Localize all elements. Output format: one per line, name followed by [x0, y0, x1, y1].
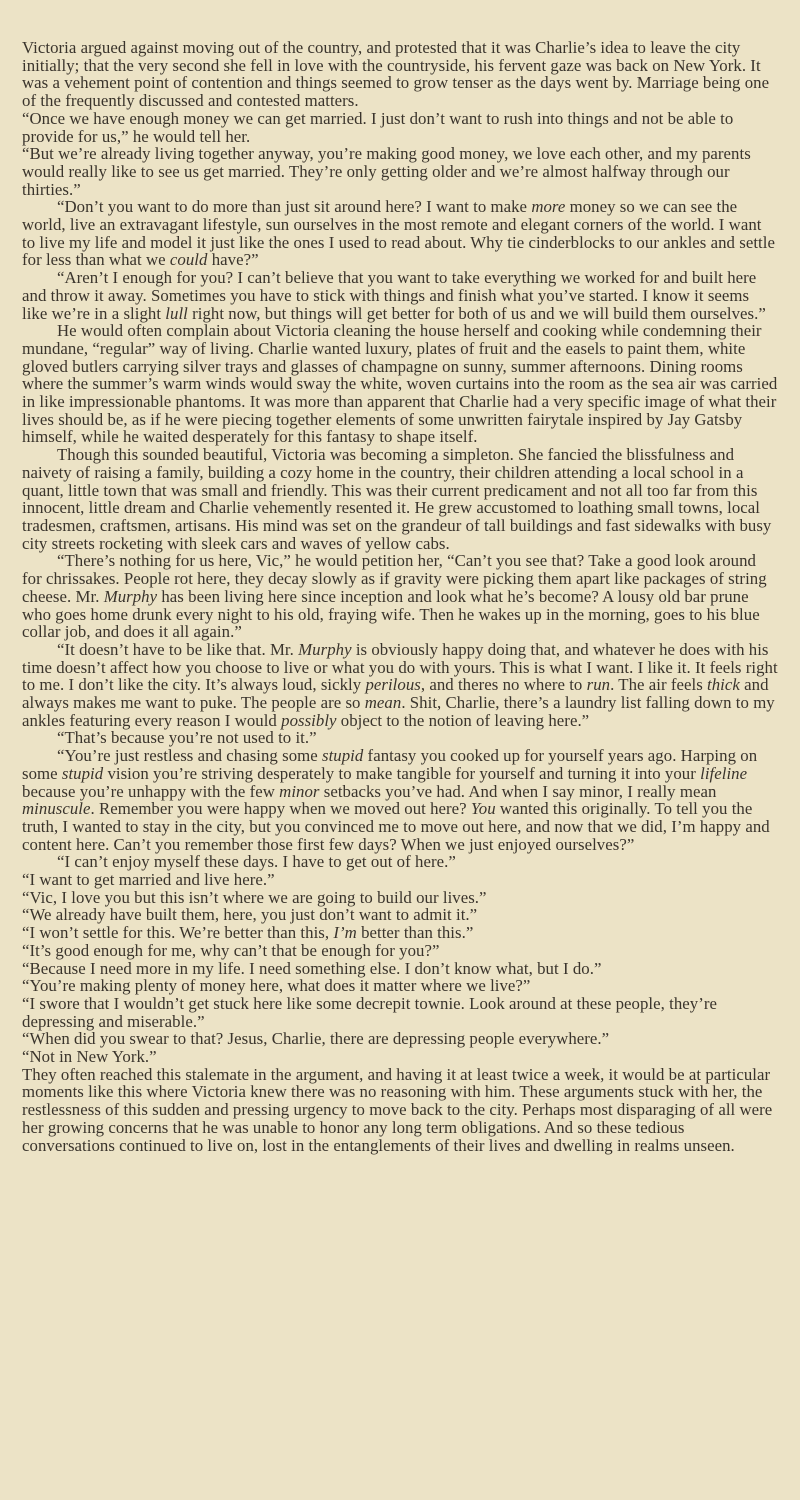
- paragraph-text: “Aren’t I enough for you? I can’t believe that you want to take everything we worked for and built here and throw it away. Sometimes you have to stick with things and finish what you’ve started. I know it seems like we’re in a slight: [22, 268, 757, 323]
- emphasized-text: thick: [707, 675, 740, 695]
- story-paragraph: [22, 871, 778, 889]
- paragraph-text: wanted this originally. To tell you the truth, I wanted to stay in the city, but you convinced me to move out here, and now that we did, I’m happy and content here. Can’t you remember those first few days? When we just enjoyed ourselves?”: [22, 799, 770, 854]
- paragraph-text: is obviously happy doing that, and whatever he does with his time doesn’t affect how you choose to live or what you do with yours. This is what I want. I like it. It feels right to me. I don’t like the city. It’s always loud, sickly: [22, 639, 778, 695]
- paragraph-text: “Not in New York.”: [22, 1047, 157, 1067]
- story-paragraph: [22, 924, 778, 942]
- story-paragraph: [22, 960, 778, 978]
- emphasized-text: possibly: [281, 710, 337, 730]
- paragraph-text: He would often complain about Victoria cleaning the house herself and cooking while condemning their mundane, “regular” way of living. Charlie wanted luxury, plates of fruit and the easels to paint them, white gloved butlers carrying silver trays and glasses of champagne on sunny, summer afternoons. Dining rooms where the summer’s warm winds would sway the white, woven curtains into the room as the sea air was carried in like impressionable phantoms. It was more than apparent that Charlie had a very specific image of what their lives should be, as if he were piecing together elements of some unwritten fairytale inspired by Jay Gatsby himself, while he waited desperately for this fantasy to shape itself.: [22, 321, 778, 447]
- story-paragraph: [22, 942, 778, 960]
- story-paragraph: [22, 747, 778, 853]
- story-paragraph: [22, 322, 778, 446]
- paragraph-text: fantasy you cooked up for yourself years ago. Harping on some: [22, 746, 758, 783]
- emphasized-text: stupid: [61, 763, 104, 783]
- story-paragraph: [22, 39, 778, 110]
- paragraph-text: They often reached this stalemate in the argument, and having it at least twice a week, it would be at particular moments like this where Victoria knew there was no reasoning with him. These arguments stuck with her, the restlessness of this sudden and pressing urgency to move back to the city. Perhaps most disparaging of all were her growing concerns that he was unable to honor any long term obligations. And so these tedious conversations continued to live on, lost in the entanglements of their lives and dwelling in realms unseen.: [22, 1064, 773, 1155]
- emphasized-text: could: [169, 250, 208, 270]
- story-paragraph: [22, 995, 778, 1030]
- paragraph-text: “When did you swear to that? Jesus, Charlie, there are depressing people everywhere.”: [22, 1029, 610, 1049]
- story-paragraph: [22, 853, 778, 871]
- paragraph-text: “Vic, I love you but this isn’t where we are going to build our lives.”: [22, 887, 487, 907]
- paragraph-text: “I swore that I wouldn’t get stuck here like some decrepit townie. Look around at these people, they’re depressing and miserable.”: [22, 993, 717, 1031]
- paragraph-text: , and theres no where to: [420, 675, 587, 695]
- paragraph-text: “It doesn’t have to be like that. Mr.: [57, 639, 299, 659]
- story-paragraph: [22, 729, 778, 747]
- story-paragraph: [22, 1048, 778, 1066]
- emphasized-text: lull: [165, 303, 188, 323]
- paragraph-text: “You’re just restless and chasing some: [57, 746, 322, 766]
- paragraph-text: object to the notion of leaving here.”: [336, 710, 590, 730]
- paragraph-text: Though this sounded beautiful, Victoria was becoming a simpleton. She fancied the blissfulness and naivety of raising a family, building a cozy home in the country, their children attending a local school in a quant, little town that was small and friendly. This was their current predicament and not all too far from this innocent, little dream and Charlie vehemently resented it. He grew accustomed to loathing small towns, local tradesmen, craftsmen, artisans. His mind was set on the grandeur of tall buildings and fast sidewalks with busy city streets rocketing with sleek cars and waves of yellow cabs.: [22, 445, 772, 553]
- story-paragraph: [22, 269, 778, 322]
- paragraph-text: money so we can see the world, live an extravagant lifestyle, sun ourselves in the most remote and elegant corners of the world. I want to live my life and model it just like the ones I used to read about. Why tie cinderblocks to our ankles and settle for less than what we: [22, 197, 775, 270]
- paragraph-text: “Because I need more in my life. I need something else. I don’t know what, but I do.”: [22, 958, 602, 978]
- paragraph-text: . Remember you were happy when we moved out here?: [90, 799, 471, 819]
- paragraph-text: “That’s because you’re not used to it.”: [57, 728, 317, 748]
- paragraph-text: Victoria argued against moving out of the country, and protested that it was Charlie’s idea to leave the city initially; that the very second she fell in love with the countryside, his fervent gaze was back on New York. It was a vehement point of contention and things seemed to grow tenser as the days went by. Marriage being one of the frequently discussed and contested matters.: [22, 38, 770, 111]
- paragraph-text: “I can’t enjoy myself these days. I have to get out of here.”: [57, 852, 456, 872]
- paragraph-text: . The air feels: [610, 675, 708, 695]
- paragraph-text: has been living here since inception and look what he’s become? A lousy old bar prune who goes home drunk every night to his old, fraying wife. Then he wakes up in the morning, goes to his blue collar job, and does it all again.”: [22, 586, 760, 642]
- paragraph-text: “But we’re already living together anyway, you’re making good money, we love each other, and my parents would really like to see us get married. They’re only getting older and we’re almost halfway through our thirties.”: [22, 144, 751, 199]
- emphasized-text: mean: [364, 693, 402, 713]
- paragraph-text: right now, but things will get better for both of us and we will build them ourselves.”: [187, 303, 766, 323]
- emphasized-text: lifeline: [700, 763, 748, 783]
- emphasized-text: minor: [279, 781, 320, 801]
- emphasized-text: You: [470, 799, 496, 819]
- emphasized-text: more: [531, 197, 566, 217]
- story-paragraph: [22, 1030, 778, 1048]
- story-paragraph: [22, 110, 778, 145]
- paragraph-text: because you’re unhappy with the few: [22, 781, 280, 801]
- paragraph-text: . Shit, Charlie, there’s a laundry list falling down to my ankles featuring every reason I would: [22, 693, 775, 730]
- emphasized-text: stupid: [321, 746, 364, 766]
- paragraph-text: setbacks you’ve had. And when I say minor, I really mean: [319, 781, 717, 801]
- paragraph-text: “We already have built them, here, you just don’t want to admit it.”: [22, 905, 478, 925]
- emphasized-text: run: [586, 675, 611, 695]
- paragraph-text: “I won’t settle for this. We’re better than this,: [22, 923, 334, 943]
- emphasized-text: Murphy: [298, 639, 352, 659]
- story-paragraph: [22, 1066, 778, 1155]
- paragraph-text: “I want to get married and live here.”: [22, 870, 275, 890]
- emphasized-text: perilous: [365, 675, 421, 695]
- story-paragraph: [22, 977, 778, 995]
- paragraph-text: “You’re making plenty of money here, what does it matter where we live?”: [22, 976, 531, 996]
- story-paragraph: [22, 641, 778, 730]
- emphasized-text: I’m: [333, 923, 357, 943]
- paragraph-text: vision you’re striving desperately to make tangible for yourself and turning it into your: [103, 763, 701, 783]
- paragraph-text: “Once we have enough money we can get married. I just don’t want to rush into things and not be able to provide for us,” he would tell her.: [22, 108, 734, 146]
- emphasized-text: minuscule: [22, 799, 91, 819]
- paragraph-text: “There’s nothing for us here, Vic,” he would petition her, “Can’t you see that? Take a good look around for chrissakes. People rot here, they decay slowly as if gravity were picking them apart like packages of string cheese. Mr.: [22, 551, 767, 606]
- story-paragraph: [22, 145, 778, 198]
- emphasized-text: Murphy: [103, 586, 158, 606]
- story-paragraph: [22, 552, 778, 641]
- paragraph-text: “Don’t you want to do more than just sit around here? I want to make: [57, 197, 532, 217]
- story-paragraph: [22, 446, 778, 552]
- story-paragraph: [22, 889, 778, 907]
- story-paragraph: [22, 198, 778, 269]
- paragraph-text: “It’s good enough for me, why can’t that be enough for you?”: [22, 940, 440, 960]
- paragraph-text: have?”: [207, 250, 259, 270]
- story-paragraph: [22, 906, 778, 924]
- paragraph-text: better than this.”: [356, 923, 474, 943]
- paragraph-text: and always makes me want to puke. The people are so: [22, 675, 769, 713]
